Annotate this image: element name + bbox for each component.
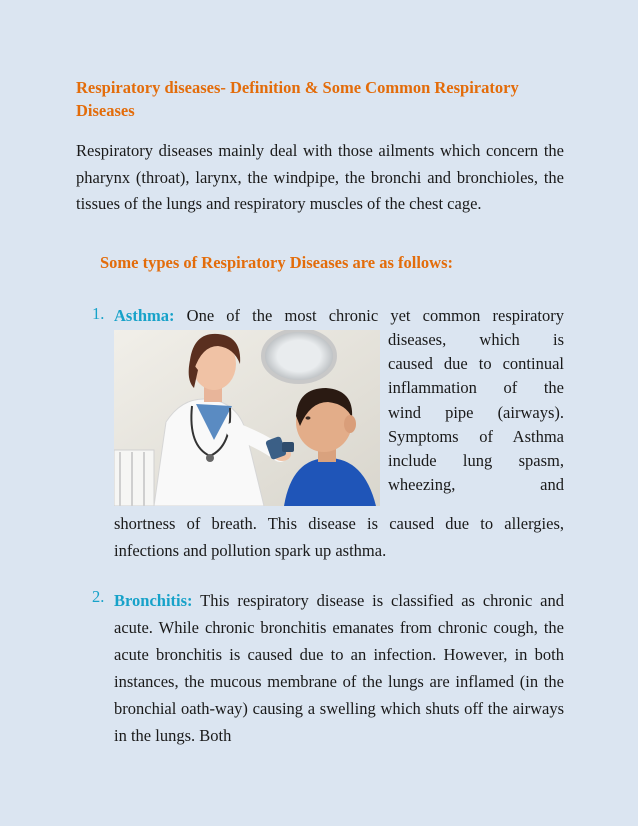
asthma-wrap-line-4: wind pipe (airways). xyxy=(388,402,564,422)
doctor-child-illustration xyxy=(114,330,380,506)
asthma-line-1: One of the most chronic yet common respiratory xyxy=(186,306,565,325)
bronchitis-paragraph xyxy=(114,587,564,749)
asthma-wrap-line-7: wheezing, and xyxy=(388,475,564,495)
asthma-wrap-line-1: diseases, which is xyxy=(388,330,564,349)
bronchitis-term: Bronchitis: xyxy=(114,591,193,610)
asthma-wrap-line-3: inflammation of the xyxy=(388,378,564,398)
intro-paragraph: Respiratory diseases mainly deal with those ailments which concern the pharynx (throat), larynx, the windpipe, the bronchi and bronchioles, the tissues of the lungs and respiratory muscles of the chest cage. xyxy=(76,141,564,213)
list-number-1: 1. xyxy=(92,304,105,323)
types-heading: Some types of Respiratory Diseases are as follows: xyxy=(100,253,454,272)
asthma-wrap-line-6: include lung spasm, xyxy=(388,451,564,471)
asthma-wrap-line-5: Symptoms of Asthma xyxy=(388,426,564,446)
asthma-wrap-text xyxy=(388,328,564,497)
asthma-first-line xyxy=(114,304,564,328)
bronchitis-text: This respiratory disease is classified as chronic and acute. While chronic bronchitis emanates from chronic cough, the acute bronchitis is caused due to an infection. However, in both instances, the mucous membrane of the lungs are inflamed (in the bronchial oath-way) causing a swelling which shuts off the airways in the lungs. Both xyxy=(114,591,565,745)
asthma-inhaler-photo xyxy=(114,330,380,506)
page-title: Respiratory diseases- Definition & Some Common Respiratory Diseases xyxy=(76,78,519,120)
asthma-continued: shortness of breath. This disease is caused due to allergies, infections and pollution spark up asthma. xyxy=(114,514,564,560)
asthma-wrap-line-2: caused due to continual xyxy=(388,354,564,374)
list-number-2: 2. xyxy=(92,587,105,606)
asthma-term: Asthma: xyxy=(114,306,175,325)
